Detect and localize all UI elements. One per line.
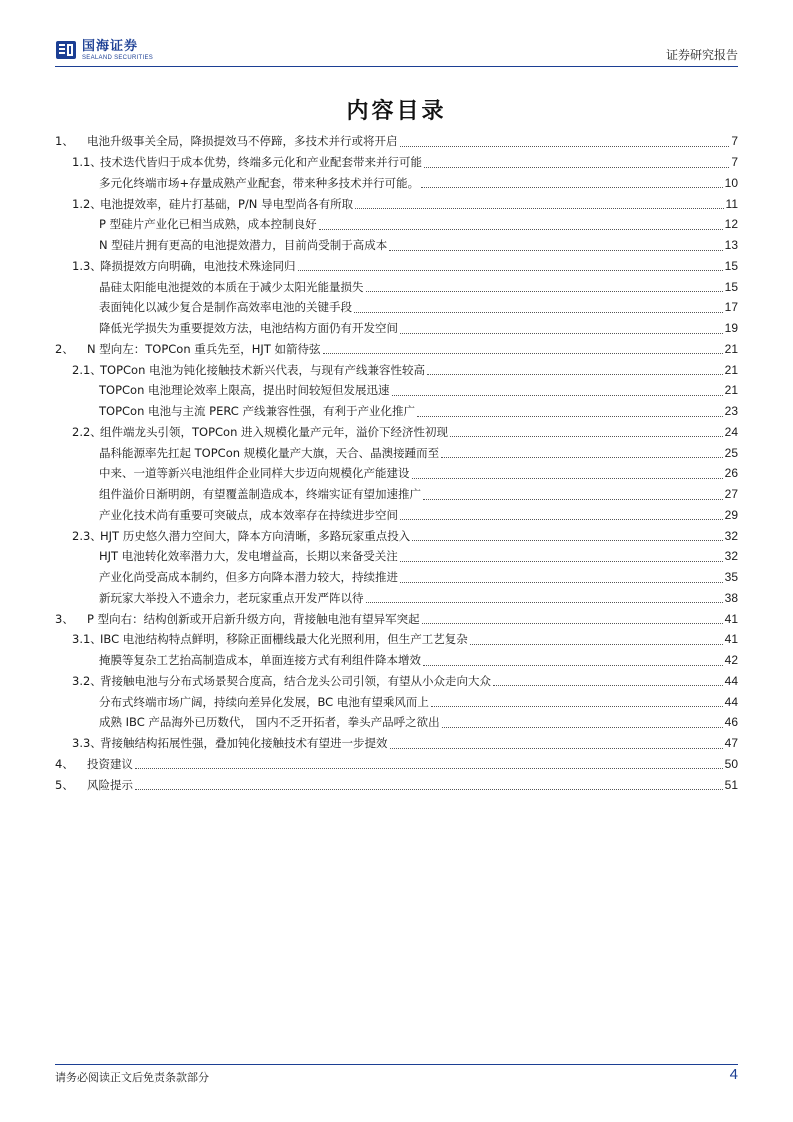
toc-entry-number: 4、 [55,756,74,771]
toc-entry-number: 2.3、 [72,528,102,543]
toc-entry-page[interactable]: 35 [724,570,738,585]
toc-entry[interactable] [55,567,738,588]
page-header [55,36,738,66]
toc-entry-number: 3、 [55,611,74,626]
toc-entry-number: 3.3、 [72,736,102,751]
toc-entry-number: 3.2、 [72,673,102,688]
toc-entry-page[interactable]: 27 [724,487,738,502]
toc-entry-number: 2.1、 [72,362,102,377]
toc-entry[interactable] [55,650,738,671]
toc-leader-dots [354,311,723,313]
table-of-contents [55,131,738,795]
toc-entry-page[interactable]: 15 [724,258,738,273]
toc-entry-number: 1.3、 [72,258,102,273]
toc-entry[interactable] [55,214,738,235]
toc-entry[interactable] [55,380,738,401]
toc-entry[interactable] [55,671,738,692]
toc-entry-title[interactable]: 产业化尚受高成本制约，但多方向降本潜力较大，持续推进 [99,570,398,585]
toc-entry-title[interactable]: 技术迭代皆归于成本优势，终端多元化和产业配套带来并行可能 [100,155,422,170]
toc-entry-number: 2、 [55,341,74,356]
toc-entry[interactable] [55,131,738,152]
toc-entry[interactable] [55,546,738,567]
toc-leader-dots [389,249,722,251]
toc-entry-number: 2.2、 [72,424,102,439]
toc-entry[interactable] [55,297,738,318]
toc-entry-title[interactable]: P 型向右：结构创新或开启新升级方向，背接触电池有望异军突起 [87,611,420,626]
toc-entry[interactable] [55,359,738,380]
toc-entry-page[interactable]: 41 [724,611,738,626]
toc-entry[interactable] [55,463,738,484]
toc-entry-page[interactable]: 41 [724,632,738,647]
toc-leader-dots [400,518,723,520]
toc-leader-dots [412,539,722,541]
toc-entry-page[interactable]: 38 [724,590,738,605]
toc-entry-title[interactable]: 成熟 IBC 产品海外已历数代， 国内不乏开拓者，拳头产品呼之欲出 [99,715,440,730]
toc-entry-title[interactable]: 晶科能源率先扛起 TOPCon 规模化量产大旗，天合、晶澳接踵而至 [99,445,440,460]
toc-leader-dots [366,290,723,292]
toc-entry[interactable] [55,712,738,733]
toc-entry-title[interactable]: 降低光学损失为重要提效方法，电池结构方面仍有开发空间 [99,321,398,336]
toc-leader-dots [441,456,722,458]
toc-entry[interactable] [55,525,738,546]
toc-leader-dots [298,269,723,271]
header-divider [55,66,738,67]
toc-leader-dots [493,684,723,686]
page-number: 4 [729,1066,738,1083]
toc-entry-title[interactable]: 电池提效率，硅片打基础，P/N 导电型尚各有所取 [100,196,354,211]
toc-entry-page[interactable]: 46 [724,715,738,730]
toc-entry-page[interactable]: 32 [724,549,738,564]
toc-entry-page[interactable]: 29 [724,507,738,522]
toc-entry-page[interactable]: 10 [724,175,738,190]
toc-entry-title[interactable]: 投资建议 [87,756,133,771]
toc-leader-dots [421,186,723,188]
toc-entry-page[interactable]: 44 [724,673,738,688]
toc-entry[interactable] [55,276,738,297]
toc-leader-dots [355,207,723,209]
toc-leader-dots [427,373,723,375]
toc-leader-dots [135,788,723,790]
report-type-label: 证券研究报告 [665,48,738,62]
toc-leader-dots [400,560,723,562]
toc-leader-dots [450,435,723,437]
disclaimer-text: 请务必阅读正文后免责条款部分 [55,1071,209,1084]
toc-entry-number: 3.1、 [72,632,102,647]
toc-entry-title[interactable]: 多元化终端市场+存量成熟产业配套，带来种多技术并行可能。 [99,175,420,190]
toc-leader-dots [323,352,723,354]
toc-entry[interactable] [55,733,738,754]
toc-entry-page[interactable]: 11 [725,196,738,211]
toc-leader-dots [423,664,723,666]
toc-entry[interactable] [55,152,738,173]
toc-entry-title[interactable]: TOPCon 电池与主流 PERC 产线兼容性强，有利于产业化推广 [99,404,415,419]
toc-entry-page[interactable]: 21 [724,362,738,377]
company-logo [55,36,153,64]
toc-entry[interactable] [55,339,738,360]
sealand-logo-icon [55,39,77,61]
toc-entry[interactable] [55,484,738,505]
toc-leader-dots [442,726,723,728]
toc-leader-dots [400,145,730,147]
toc-leader-dots [319,228,723,230]
toc-entry-page[interactable]: 23 [724,404,738,419]
toc-entry[interactable] [55,608,738,629]
toc-entry-title[interactable]: 表面钝化以减少复合是制作高效率电池的关键手段 [99,300,352,315]
toc-entry[interactable] [55,401,738,422]
toc-entry-page[interactable]: 15 [724,279,738,294]
toc-entry[interactable] [55,256,738,277]
toc-entry-page[interactable]: 44 [724,694,738,709]
toc-entry-number: 1、 [55,134,74,149]
toc-entry-title[interactable]: TOPCon 电池为钝化接触技术新兴代表，与现有产线兼容性较高 [100,362,426,377]
toc-entry-page[interactable]: 13 [724,238,738,253]
toc-entry-title[interactable]: TOPCon 电池理论效率上限高，提出时间较短但发展迅速 [99,383,390,398]
toc-leader-dots [412,477,723,479]
toc-leader-dots [390,747,723,749]
toc-leader-dots [366,601,723,603]
toc-entry-title[interactable]: 组件溢价日渐明朗，有望覆盖制造成本，终端实证有望加速推广 [99,487,421,502]
toc-entry[interactable] [55,754,738,775]
toc-entry-number: 5、 [55,777,74,792]
logo-en-text: SEALAND SECURITIES [82,54,154,61]
toc-leader-dots [400,332,723,334]
toc-entry[interactable] [55,588,738,609]
toc-leader-dots [135,767,723,769]
toc-entry-title[interactable]: 中来、一道等新兴电池组件企业同样大步迈向规模化产能建设 [99,466,410,481]
toc-entry-title[interactable]: 风险提示 [87,777,133,792]
toc-entry[interactable] [55,774,738,795]
toc-entry-title[interactable]: IBC 电池结构特点鲜明，移除正面栅线最大化光照利用，但生产工艺复杂 [100,632,468,647]
toc-leader-dots [423,498,723,500]
toc-leader-dots [400,581,723,583]
toc-entry-title[interactable]: 晶硅太阳能电池提效的本质在于减少太阳光能量损失 [99,279,364,294]
toc-entry-number: 1.1、 [72,155,102,170]
toc-entry-title[interactable]: P 型硅片产业化已相当成熟，成本控制良好 [99,217,317,232]
toc-entry-title[interactable]: 产业化技术尚有重要可突破点，成本效率存在持续进步空间 [99,507,398,522]
toc-entry-page[interactable]: 51 [724,777,738,792]
toc-entry-page[interactable]: 24 [724,424,738,439]
toc-entry-page[interactable]: 21 [724,341,738,356]
toc-entry-title[interactable]: N 型向左：TOPCon 重兵先至，HJT 如箭待弦 [87,341,321,356]
toc-entry-number: 1.2、 [72,196,102,211]
toc-entry-title[interactable]: HJT 电池转化效率潜力大，发电增益高，长期以来备受关注 [99,549,398,564]
toc-entry-page[interactable]: 21 [724,383,738,398]
toc-entry-title[interactable]: N 型硅片拥有更高的电池提效潜力，目前尚受制于高成本 [99,238,388,253]
toc-entry-page[interactable]: 17 [724,300,738,315]
page-title: 内容目录 [346,99,447,124]
toc-entry-page[interactable]: 7 [731,155,738,170]
toc-leader-dots [392,394,723,396]
logo-cn-text: 国海证券 [82,38,139,54]
toc-entry-title[interactable]: 背接触结构拓展性强，叠加钝化接触技术有望进一步提效 [100,736,388,751]
toc-entry[interactable] [55,193,738,214]
toc-entry-page[interactable]: 7 [731,134,738,149]
toc-entry[interactable] [55,629,738,650]
toc-entry-title[interactable]: 降损提效方向明确，电池技术殊途同归 [100,258,296,273]
toc-entry[interactable] [55,173,738,194]
toc-entry[interactable] [55,422,738,443]
toc-entry[interactable] [55,691,738,712]
toc-entry-title[interactable]: HJT 历史悠久潜力空间大，降本方向清晰，多路玩家重点投入 [100,528,411,543]
toc-leader-dots [431,705,723,707]
toc-entry-page[interactable]: 19 [724,321,738,336]
footer-divider [55,1064,738,1065]
toc-entry-title[interactable]: 电池升级事关全局，降损提效马不停蹄，多技术并行或将开启 [87,134,398,149]
toc-entry-title[interactable]: 分布式终端市场广阔，持续向差异化发展，BC 电池有望乘风而上 [99,694,429,709]
toc-entry-page[interactable]: 50 [724,756,738,771]
toc-entry-page[interactable]: 12 [724,217,738,232]
toc-entry-page[interactable]: 32 [724,528,738,543]
toc-entry[interactable] [55,442,738,463]
toc-entry-title[interactable]: 新玩家大举投入不遗余力，老玩家重点开发严阵以待 [99,590,364,605]
toc-leader-dots [417,415,723,417]
toc-entry-title[interactable]: 背接触电池与分布式场景契合度高，结合龙头公司引领，有望从小众走向大众 [100,673,491,688]
toc-entry-page[interactable]: 42 [724,653,738,668]
toc-leader-dots [424,166,729,168]
toc-entry[interactable] [55,505,738,526]
toc-entry-page[interactable]: 47 [724,736,738,751]
toc-entry-title[interactable]: 掩膜等复杂工艺抬高制造成本，单面连接方式有利组件降本增效 [99,653,421,668]
toc-entry-page[interactable]: 26 [724,466,738,481]
toc-leader-dots [470,643,723,645]
toc-leader-dots [422,622,723,624]
toc-entry[interactable] [55,235,738,256]
toc-entry-page[interactable]: 25 [724,445,738,460]
toc-entry-title[interactable]: 组件端龙头引领，TOPCon 进入规模化量产元年，溢价下经济性初现 [100,424,449,439]
toc-entry[interactable] [55,318,738,339]
